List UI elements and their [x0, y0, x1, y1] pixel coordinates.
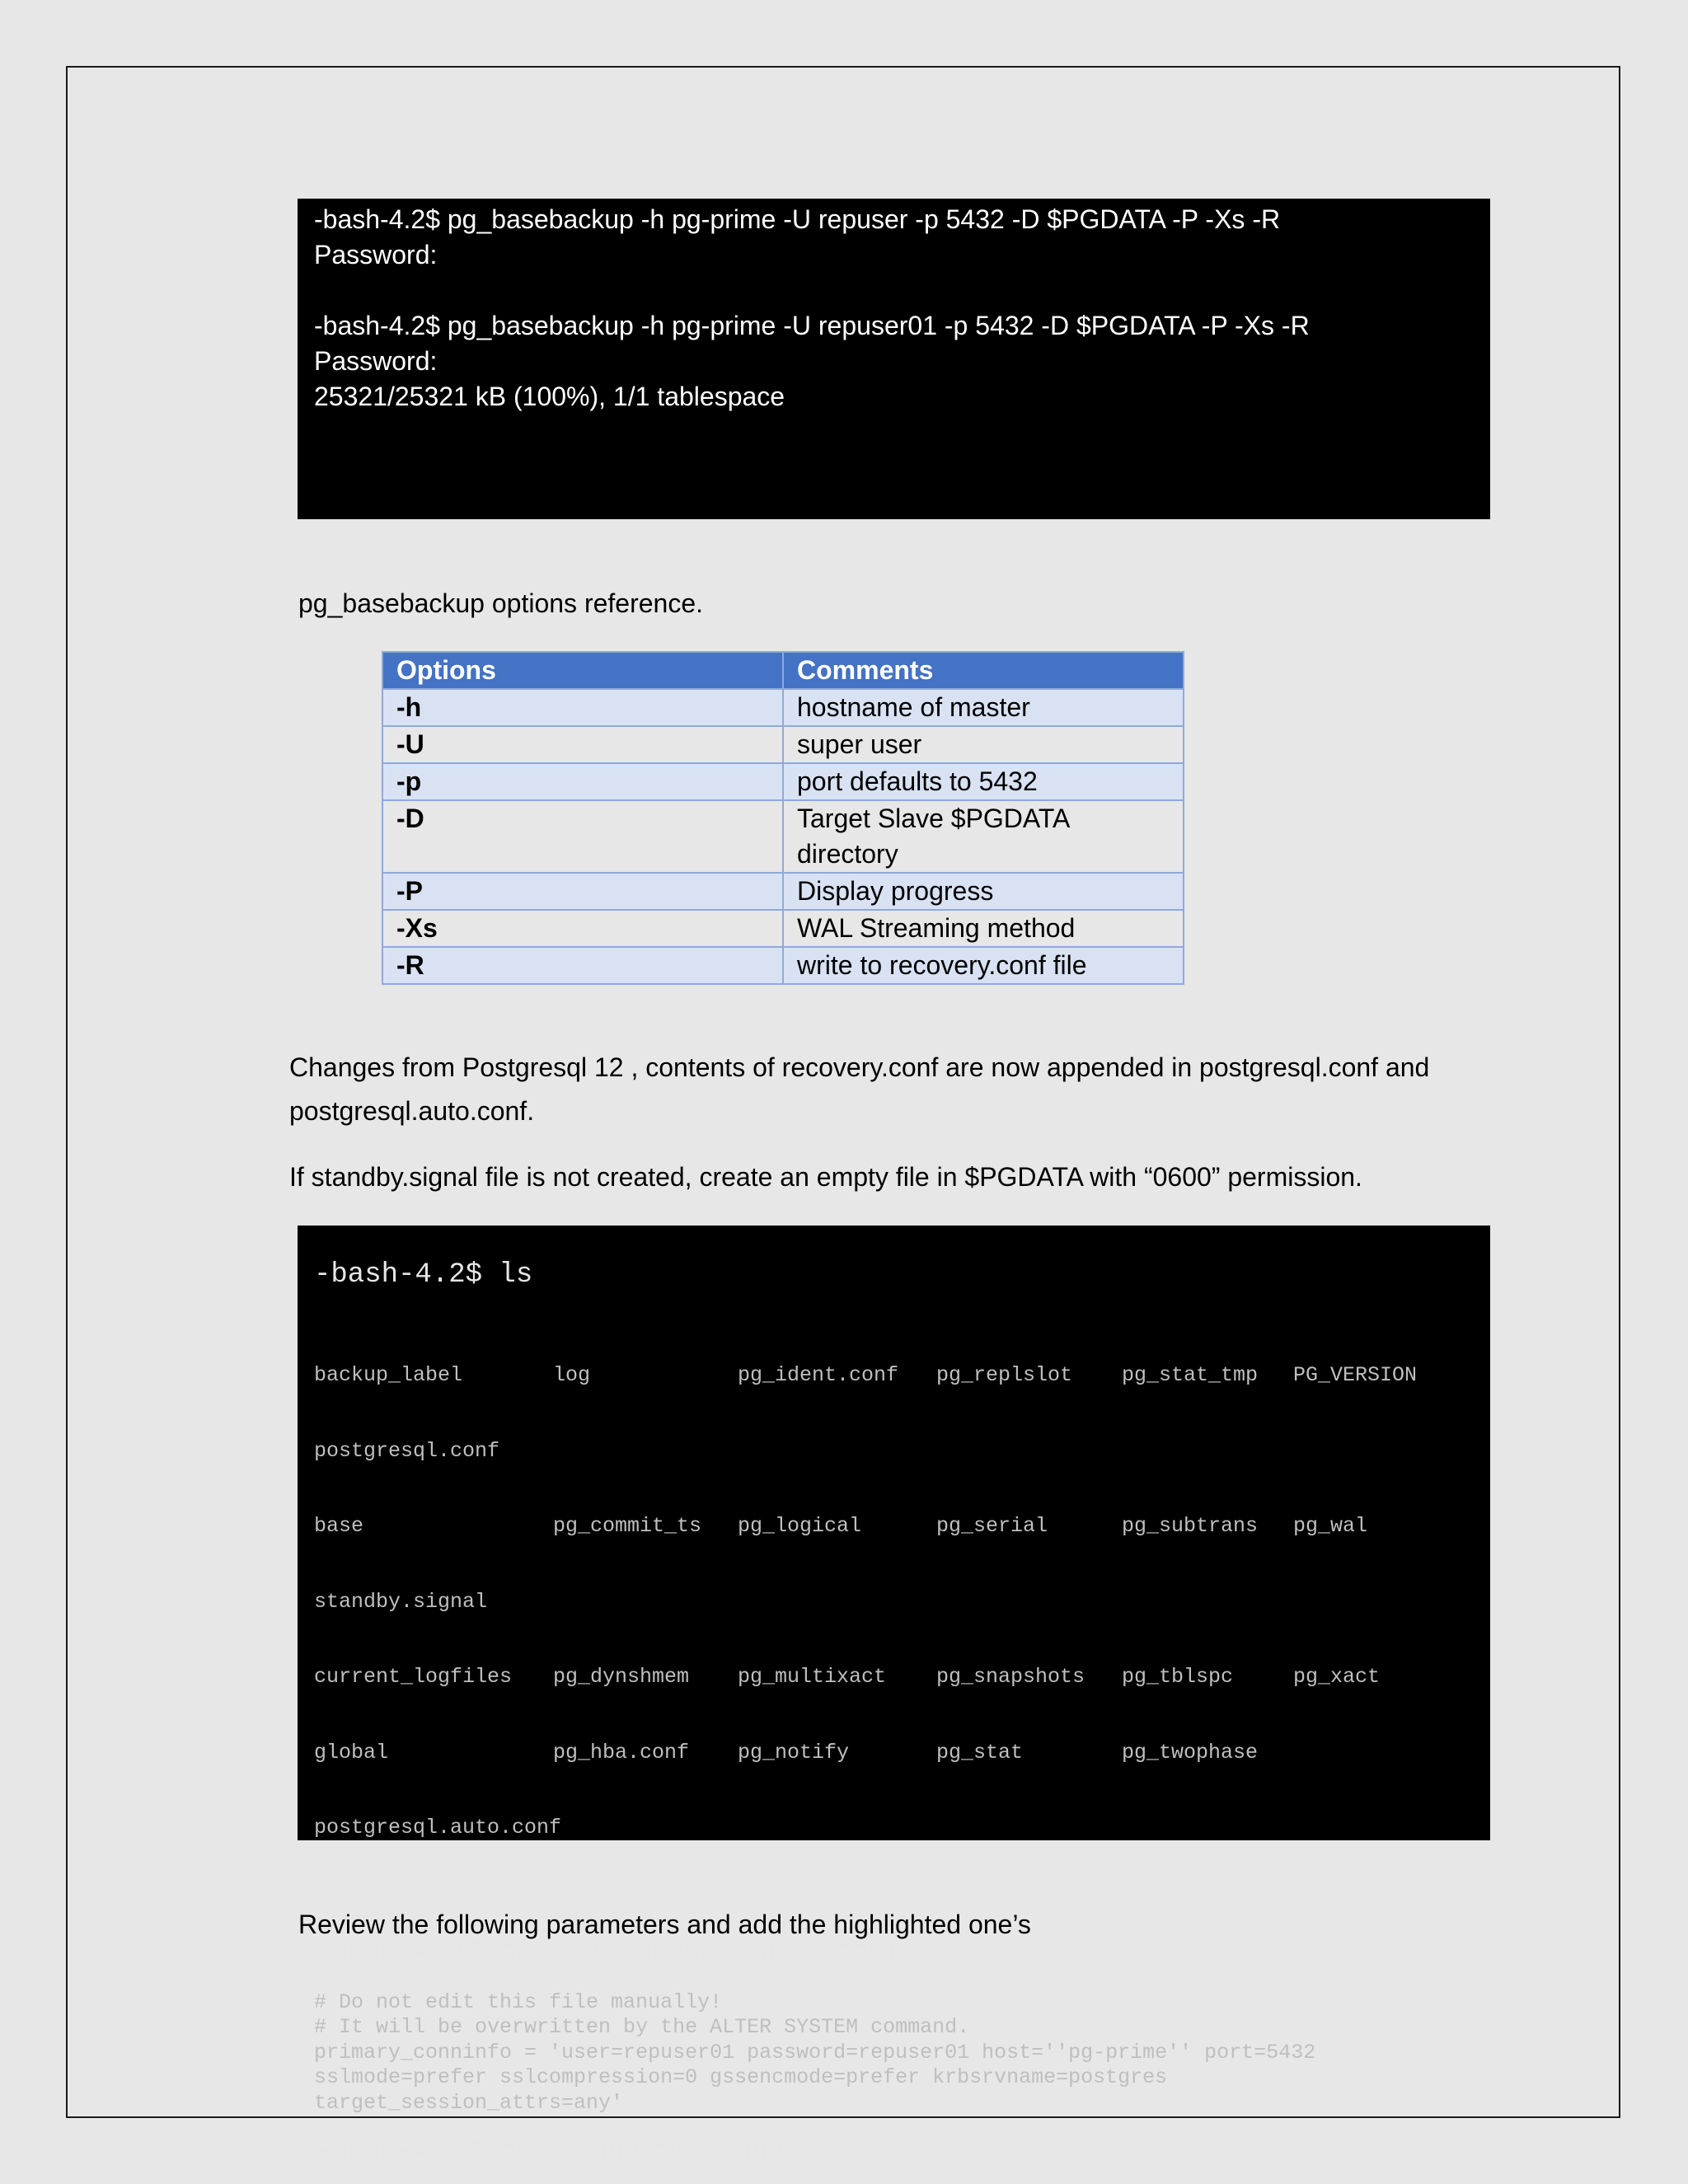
ls-entry: standby.signal — [314, 1589, 488, 1614]
option-cell: -P — [382, 873, 783, 910]
changes-paragraph-line2: postgresql.auto.conf. — [289, 1096, 535, 1126]
terminal-block-basebackup — [298, 199, 1490, 519]
comment-cell: port defaults to 5432 — [783, 763, 1184, 800]
changes-paragraph-line1: Changes from Postgresql 12 , contents of recovery.conf are now appended in postgresql.conf and — [289, 1052, 1430, 1082]
ls-entry: pg_ident.conf — [738, 1363, 899, 1387]
ls-row — [314, 1741, 1474, 1766]
option-cell: -p — [382, 763, 783, 800]
terminal-line: Password: — [314, 240, 438, 269]
output-line: # It will be overwritten by the ALTER SYSTEM command. — [314, 2015, 970, 2039]
ls-entry: pg_replslot — [936, 1363, 1073, 1387]
ls-entry: pg_serial — [936, 1514, 1048, 1538]
comment-line: directory — [797, 839, 898, 869]
ls-entry: current_logfiles — [314, 1665, 513, 1689]
option-cell: -R — [382, 947, 783, 984]
table-row — [382, 763, 1184, 800]
ls-output — [314, 1313, 1474, 1891]
options-caption: pg_basebackup options reference. — [298, 588, 704, 618]
ls-entry: pg_multixact — [738, 1665, 887, 1689]
terminal-command: -bash-4.2$ ls — [314, 1259, 533, 1291]
ls-entry: postgresql.conf — [314, 1438, 500, 1463]
output-line: sslmode=prefer sslcompression=0 gssencmode=prefer krbsrvname=postgres — [314, 2065, 1168, 2089]
terminal-command: -bash-4.2$ cat standby.signal — [314, 2136, 802, 2168]
ls-entry: PG_VERSION — [1293, 1363, 1418, 1387]
review-paragraph: Review the following parameters and add the highlighted one’s — [298, 1910, 1031, 1939]
table-header-row — [382, 652, 1184, 689]
ls-row — [314, 1514, 1474, 1540]
ls-entry: pg_xact — [1293, 1665, 1381, 1689]
standby-paragraph: If standby.signal file is not created, create an empty file in $PGDATA with “0600” permission. — [289, 1162, 1362, 1192]
ls-entry: postgresql.auto.conf — [314, 1816, 562, 1840]
terminal-line — [314, 273, 1474, 308]
option-cell: -D — [382, 800, 783, 873]
options-table — [382, 651, 1184, 985]
comment-cell: write to recovery.conf file — [783, 947, 1184, 984]
terminal-line: -bash-4.2$ pg_basebackup -h pg-prime -U repuser -p 5432 -D $PGDATA -P -Xs -R — [314, 204, 1281, 234]
table-row — [382, 910, 1184, 947]
terminal-line: Password: — [314, 346, 438, 376]
ls-entry: pg_commit_ts — [553, 1514, 702, 1538]
option-cell: -U — [382, 726, 783, 763]
ls-row — [314, 1363, 1474, 1389]
output-line: target_session_attrs=any' — [314, 2090, 624, 2115]
ls-row — [314, 1439, 1474, 1465]
ls-entry: pg_tblspc — [1122, 1665, 1234, 1689]
terminal-line: -bash-4.2$ pg_basebackup -h pg-prime -U repuser01 -p 5432 -D $PGDATA -P -Xs -R — [314, 311, 1310, 340]
ls-entry: pg_hba.conf — [553, 1740, 690, 1765]
table-row — [382, 689, 1184, 726]
ls-entry: pg_wal — [1293, 1514, 1368, 1538]
ls-row — [314, 1816, 1474, 1841]
comment-line: Target Slave $PGDATA — [797, 804, 1071, 833]
option-cell: -Xs — [382, 910, 783, 947]
comment-cell — [783, 800, 1184, 873]
output-line: primary_conninfo = 'user=repuser01 password=repuser01 host=''pg-prime'' port=5432 — [314, 2040, 1316, 2064]
terminal-command: -bash-4.2$ cat postgresql.auto.conf — [314, 1936, 903, 1968]
auto-conf-output — [314, 1990, 1474, 2116]
table-row — [382, 873, 1184, 910]
ls-entry: global — [314, 1740, 389, 1765]
option-cell: -h — [382, 689, 783, 726]
ls-entry: pg_stat — [936, 1740, 1024, 1765]
ls-entry: pg_snapshots — [936, 1665, 1085, 1689]
column-header-options: Options — [382, 652, 783, 689]
column-header-comments: Comments — [783, 652, 1184, 689]
ls-row — [314, 1665, 1474, 1690]
ls-entry: backup_label — [314, 1363, 463, 1387]
table-row — [382, 800, 1184, 873]
ls-entry: pg_logical — [738, 1514, 862, 1538]
comment-cell: Display progress — [783, 873, 1184, 910]
comment-cell: super user — [783, 726, 1184, 763]
ls-entry: pg_notify — [738, 1740, 850, 1765]
output-line: # Do not edit this file manually! — [314, 1990, 723, 2014]
table-row — [382, 726, 1184, 763]
table-row — [382, 947, 1184, 984]
comment-cell: hostname of master — [783, 689, 1184, 726]
terminal-line: 25321/25321 kB (100%), 1/1 tablespace — [314, 382, 785, 411]
ls-entry: pg_stat_tmp — [1122, 1363, 1259, 1387]
ls-entry: log — [553, 1363, 591, 1387]
comment-cell: WAL Streaming method — [783, 910, 1184, 947]
ls-entry: pg_subtrans — [1122, 1514, 1259, 1538]
ls-entry: pg_dynshmem — [553, 1665, 690, 1689]
ls-row — [314, 1590, 1474, 1615]
ls-entry: pg_twophase — [1122, 1740, 1259, 1765]
ls-entry: base — [314, 1514, 364, 1538]
